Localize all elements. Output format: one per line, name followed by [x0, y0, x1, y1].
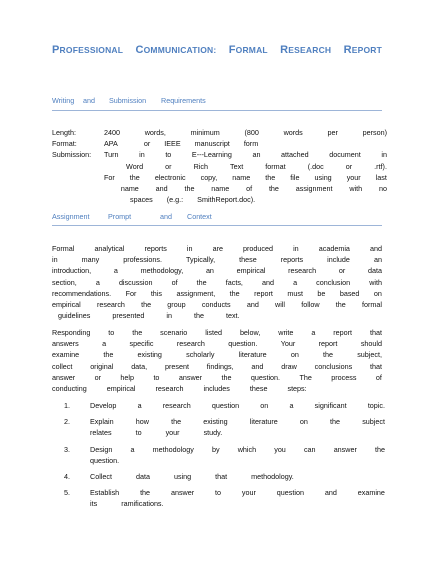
- text-line: [52, 349, 382, 360]
- text-word: the: [221, 372, 232, 382]
- requirement-row: [52, 161, 387, 172]
- requirement-word: Word: [126, 161, 144, 171]
- requirement-value: [104, 161, 387, 172]
- text-word: question: [211, 401, 240, 410]
- text-line: [52, 383, 382, 394]
- requirement-word: .rtf).: [374, 161, 387, 171]
- text-word: empirical: [106, 383, 136, 393]
- requirement-word: attached: [281, 150, 309, 160]
- requirements-list: [52, 127, 387, 205]
- text-word: formal: [361, 299, 382, 309]
- heading-word: Prompt: [108, 212, 132, 221]
- text-word: of: [375, 372, 382, 382]
- text-line: [90, 455, 385, 466]
- text-word: or: [94, 372, 101, 382]
- text-word: and: [324, 488, 337, 498]
- text-word: the: [140, 488, 151, 498]
- text-word: Typically,: [186, 255, 216, 265]
- text-word: Responding: [52, 328, 91, 337]
- text-word: process: [331, 372, 357, 382]
- text-word: recommendations.: [52, 288, 112, 298]
- text-line: [90, 427, 385, 438]
- requirement-word: using: [314, 172, 332, 182]
- text-line: [90, 498, 385, 509]
- requirement-word: name: [211, 183, 230, 193]
- requirement-word: E---Learning: [191, 150, 232, 160]
- text-line: [52, 310, 382, 321]
- title-word: REPORT: [343, 44, 382, 56]
- requirement-value: [104, 138, 387, 149]
- text-line: [52, 277, 382, 288]
- text-word: the: [196, 277, 207, 287]
- list-item: [64, 471, 385, 482]
- text-word: and: [369, 244, 382, 253]
- text-word: many: [81, 255, 100, 265]
- text-word: empirical: [52, 299, 81, 309]
- requirement-word: electronic: [154, 172, 186, 182]
- text-word: methodology,: [140, 266, 184, 276]
- text-word: to: [153, 372, 160, 382]
- text-word: answer: [52, 372, 76, 382]
- text-word: its: [90, 499, 98, 509]
- text-line: [90, 487, 385, 498]
- requirement-word: in: [381, 150, 387, 160]
- text-word: answer: [178, 372, 203, 382]
- requirement-word: last: [375, 172, 387, 182]
- text-word: collect: [52, 361, 73, 371]
- text-word: subject: [362, 417, 385, 427]
- text-line: [52, 243, 382, 254]
- text-word: a: [130, 444, 135, 454]
- text-word: a: [293, 277, 298, 287]
- text-word: academia: [318, 244, 350, 253]
- text-word: specific: [129, 339, 154, 349]
- title-word: PROFESSIONAL: [52, 44, 124, 56]
- text-line: [90, 444, 385, 455]
- text-word: listed: [205, 328, 223, 337]
- list-item: [64, 400, 385, 411]
- heading-word: and: [83, 96, 95, 105]
- requirement-value: [104, 172, 387, 183]
- requirement-word: Text: [230, 161, 244, 171]
- requirement-word: minimum: [190, 128, 220, 137]
- requirement-word: the: [184, 183, 195, 193]
- text-word: be: [317, 288, 326, 298]
- text-word: which: [237, 444, 257, 454]
- text-word: data: [135, 471, 150, 481]
- document-title: [52, 44, 382, 56]
- text-word: significant: [314, 401, 347, 410]
- list-number: 4.: [64, 471, 70, 481]
- text-word: reports: [144, 244, 167, 253]
- requirement-word: IEEE: [164, 139, 181, 149]
- text-word: follow: [301, 299, 320, 309]
- requirement-word: or: [143, 139, 151, 149]
- text-word: that: [369, 328, 382, 337]
- text-word: that: [215, 471, 228, 481]
- requirement-row: [52, 183, 387, 194]
- text-word: Design: [90, 444, 113, 454]
- requirement-row: [52, 138, 387, 149]
- text-word: existing: [137, 350, 162, 360]
- text-word: research: [162, 401, 191, 410]
- text-line: [52, 372, 382, 383]
- requirement-word: or: [345, 161, 353, 171]
- text-word: based: [339, 288, 360, 298]
- requirement-word: to: [165, 150, 172, 160]
- requirement-word: assignment: [295, 183, 333, 193]
- text-word: should: [360, 339, 382, 349]
- text-word: report: [254, 288, 273, 298]
- text-word: methodology.: [251, 471, 294, 481]
- text-word: or: [338, 266, 346, 276]
- requirement-row: [52, 194, 387, 205]
- requirement-row: [52, 127, 387, 138]
- text-word: an: [373, 255, 382, 265]
- text-word: on: [290, 350, 299, 360]
- paragraph-context: [52, 243, 382, 321]
- text-word: to: [135, 428, 142, 438]
- text-word: presented: [112, 311, 145, 321]
- section-divider: [52, 225, 382, 226]
- text-word: reports: [280, 255, 304, 265]
- text-word: relates: [90, 428, 112, 438]
- list-number: 2.: [64, 417, 70, 427]
- text-word: a: [311, 328, 316, 337]
- heading-word: Requirements: [161, 96, 206, 105]
- requirement-word: SmithReport.doc).: [197, 195, 256, 205]
- requirement-word: or: [165, 161, 172, 171]
- text-line: [52, 299, 382, 310]
- text-word: Develop: [90, 401, 117, 410]
- text-word: report: [318, 339, 338, 349]
- heading-word: Assignment: [52, 212, 90, 221]
- requirement-label: Format:: [52, 139, 77, 149]
- heading-word: Writing: [52, 96, 75, 105]
- text-line: [52, 338, 382, 349]
- requirement-word: person): [362, 128, 387, 137]
- requirement-word: per: [327, 128, 338, 137]
- text-word: will: [275, 299, 286, 309]
- requirement-word: the: [268, 183, 279, 193]
- text-word: in: [166, 311, 172, 321]
- requirement-word: 2400: [104, 128, 120, 137]
- requirement-word: of: [246, 183, 253, 193]
- paragraph-instructions: [52, 327, 382, 394]
- text-word: the: [103, 350, 114, 360]
- text-word: literature: [249, 417, 278, 427]
- text-line: [52, 288, 382, 299]
- text-word: original: [90, 361, 114, 371]
- text-word: your: [165, 428, 180, 438]
- list-number: 5.: [64, 488, 70, 498]
- text-word: in: [186, 244, 193, 253]
- text-word: Your: [280, 339, 296, 349]
- text-word: Collect: [90, 471, 112, 481]
- text-word: must: [287, 288, 303, 298]
- text-word: an: [205, 266, 214, 276]
- text-word: The: [299, 372, 312, 382]
- list-number: 1.: [64, 401, 70, 410]
- requirement-word: your: [346, 172, 361, 182]
- text-word: in: [52, 255, 58, 265]
- text-word: a: [137, 401, 142, 410]
- text-word: by: [211, 444, 220, 454]
- text-word: on: [299, 417, 308, 427]
- text-word: Establish: [90, 488, 120, 498]
- requirement-word: and: [155, 183, 168, 193]
- heading-word: Submission: [109, 96, 147, 105]
- text-word: research: [96, 299, 125, 309]
- text-word: analytical: [94, 244, 125, 253]
- requirement-word: form: [243, 139, 259, 149]
- text-word: below,: [239, 328, 261, 337]
- text-word: examine: [52, 350, 80, 360]
- text-word: introduction,: [52, 266, 92, 276]
- text-word: question.: [228, 339, 258, 349]
- requirement-row: [52, 149, 387, 160]
- text-word: of: [171, 277, 178, 287]
- requirement-word: format: [265, 161, 286, 171]
- text-word: a: [95, 277, 100, 287]
- requirement-word: no: [378, 183, 387, 193]
- text-word: help: [120, 372, 135, 382]
- text-word: research: [155, 383, 184, 393]
- text-word: with: [369, 277, 382, 287]
- requirement-word: file: [290, 172, 300, 182]
- text-word: these: [239, 255, 257, 265]
- requirement-word: Turn: [104, 150, 119, 160]
- text-word: the: [375, 444, 385, 454]
- text-word: methodology: [152, 444, 194, 454]
- text-word: to: [215, 488, 222, 498]
- text-word: literature: [238, 350, 267, 360]
- requirement-word: Rich: [193, 161, 208, 171]
- text-word: group: [167, 299, 186, 309]
- text-word: scholarly: [186, 350, 215, 360]
- text-line: [52, 265, 382, 276]
- text-line: [52, 361, 382, 372]
- text-word: topic.: [367, 401, 385, 410]
- text-word: a: [113, 266, 118, 276]
- text-word: scenario: [160, 328, 188, 337]
- text-word: your: [241, 488, 256, 498]
- text-word: and: [262, 277, 274, 287]
- section-divider: [52, 110, 382, 111]
- requirement-word: words: [283, 128, 303, 137]
- requirement-value: [104, 127, 387, 138]
- title-word: FORMAL: [228, 44, 268, 56]
- requirement-value: [104, 183, 387, 194]
- text-word: how: [135, 417, 149, 427]
- requirement-label: Submission:: [52, 150, 92, 160]
- text-word: draw: [281, 361, 297, 371]
- text-word: question.: [250, 372, 281, 382]
- text-word: are: [212, 244, 223, 253]
- requirement-word: with: [349, 183, 363, 193]
- requirement-row: [52, 172, 387, 183]
- text-word: findings,: [206, 361, 234, 371]
- title-word: RESEARCH: [280, 44, 332, 56]
- text-word: on: [260, 401, 269, 410]
- text-word: subject,: [357, 350, 382, 360]
- requirement-word: copy,: [200, 172, 218, 182]
- text-word: and: [246, 299, 259, 309]
- text-word: assignment,: [176, 288, 216, 298]
- list-item: [64, 416, 385, 438]
- text-word: using: [173, 471, 192, 481]
- text-word: can: [303, 444, 316, 454]
- text-word: a: [289, 401, 294, 410]
- text-word: produced: [243, 244, 274, 253]
- steps-list: [64, 400, 385, 515]
- text-word: the: [171, 417, 182, 427]
- requirement-word: manuscript: [194, 139, 230, 149]
- requirement-word: (800: [244, 128, 259, 137]
- text-word: steps:: [287, 383, 307, 393]
- list-item: [64, 487, 385, 509]
- text-line: [90, 416, 385, 427]
- text-word: data: [367, 266, 382, 276]
- text-word: to: [108, 328, 115, 337]
- text-word: existing: [203, 417, 228, 427]
- requirement-value: [104, 149, 387, 160]
- heading-word: Context: [187, 212, 212, 221]
- text-word: professions.: [123, 255, 163, 265]
- requirement-word: (.doc: [307, 161, 324, 171]
- text-word: text.: [225, 311, 240, 321]
- text-line: [52, 254, 382, 265]
- list-item: [64, 444, 385, 466]
- text-word: examine: [357, 488, 385, 498]
- requirement-word: name: [120, 183, 139, 193]
- text-word: section,: [52, 277, 77, 287]
- text-word: conclusions: [314, 361, 353, 371]
- text-line: [90, 471, 385, 482]
- text-word: research: [176, 339, 205, 349]
- text-word: the: [141, 299, 152, 309]
- requirement-label: Length:: [52, 128, 76, 137]
- requirement-word: the: [129, 172, 140, 182]
- text-word: answer: [333, 444, 357, 454]
- text-word: in: [293, 244, 299, 253]
- text-word: research: [288, 266, 317, 276]
- text-word: facts,: [225, 277, 243, 287]
- text-word: For: [125, 288, 137, 298]
- requirement-word: in: [139, 150, 145, 160]
- requirement-value: [104, 194, 387, 205]
- text-word: data,: [131, 361, 148, 371]
- text-word: guidelines: [58, 311, 91, 321]
- text-word: discussion: [118, 277, 153, 287]
- text-word: the: [323, 350, 334, 360]
- text-word: Explain: [90, 417, 114, 427]
- requirement-word: the: [265, 172, 276, 182]
- text-word: report: [333, 328, 353, 337]
- text-word: the: [193, 311, 204, 321]
- text-word: conducts: [201, 299, 231, 309]
- requirement-word: spaces: [130, 195, 153, 205]
- text-word: present: [165, 361, 189, 371]
- text-line: [52, 327, 382, 338]
- requirement-word: name: [232, 172, 251, 182]
- requirement-word: words,: [144, 128, 166, 137]
- requirement-word: APA: [104, 139, 118, 149]
- list-number: 3.: [64, 444, 70, 454]
- title-word: COMMUNICATION:: [135, 44, 217, 56]
- heading-word: and: [160, 212, 172, 221]
- requirement-word: (e.g.:: [166, 195, 184, 205]
- text-word: study.: [203, 428, 223, 438]
- text-word: and: [251, 361, 264, 371]
- text-word: on: [373, 288, 382, 298]
- text-word: conducting: [52, 383, 87, 393]
- text-word: the: [335, 299, 346, 309]
- text-word: the: [229, 288, 240, 298]
- text-word: the: [132, 328, 143, 337]
- text-word: this: [150, 288, 162, 298]
- text-line: [90, 400, 385, 411]
- text-word: include: [327, 255, 350, 265]
- text-word: includes: [203, 383, 230, 393]
- text-word: a: [102, 339, 107, 349]
- text-word: the: [330, 417, 341, 427]
- text-word: ramifications.: [121, 499, 164, 509]
- text-word: empirical: [236, 266, 266, 276]
- text-word: you: [274, 444, 286, 454]
- requirement-word: document: [329, 150, 361, 160]
- requirement-word: For: [104, 172, 115, 182]
- text-word: that: [369, 361, 382, 371]
- text-word: answers: [52, 339, 79, 349]
- text-word: conclusion: [316, 277, 351, 287]
- text-word: question: [276, 488, 304, 498]
- text-word: answer: [170, 488, 195, 498]
- text-word: Formal: [52, 244, 75, 253]
- text-word: write: [278, 328, 294, 337]
- text-word: these: [249, 383, 268, 393]
- text-word: question.: [90, 455, 120, 465]
- requirement-word: an: [252, 150, 261, 160]
